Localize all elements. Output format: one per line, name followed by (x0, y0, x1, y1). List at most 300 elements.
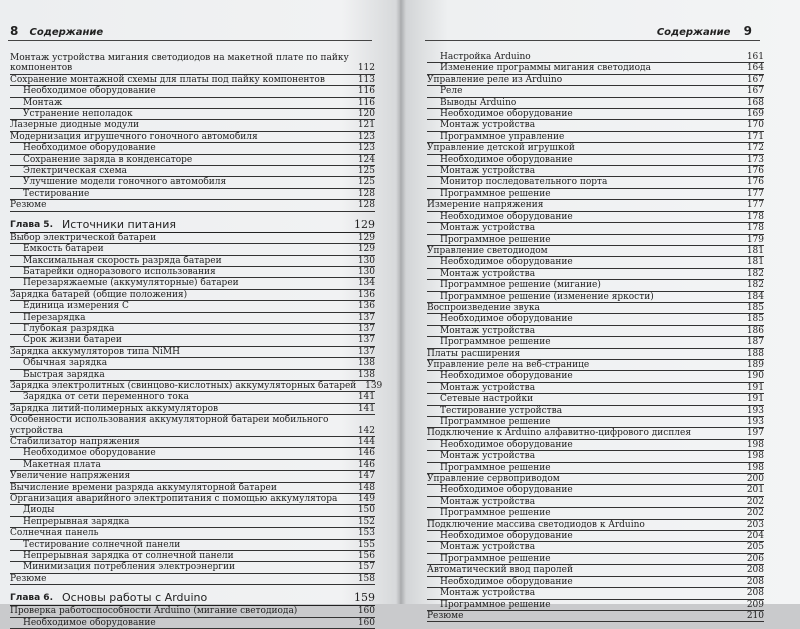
page-ref: 134 (357, 278, 375, 289)
entry-title: Организация аварийного электропитания с помощью аккумулятора (10, 494, 338, 505)
toc-section (427, 474, 764, 485)
page-ref: 124 (357, 154, 375, 165)
entry-title: Лазерные диодные модули (10, 120, 140, 131)
page-ref: 128 (357, 188, 375, 199)
entry-title: Сохранение заряда в конденсаторе (23, 154, 193, 165)
toc-section (427, 360, 764, 371)
page-ref: 189 (746, 359, 764, 370)
page-ref: 167 (746, 74, 764, 85)
entry-title: Управление детской игрушкой (427, 143, 575, 154)
toc-section (10, 120, 375, 131)
toc-subsection (10, 267, 375, 278)
entry-title: Зарядка электролитных (свинцово-кислотных) аккумуляторных батарей (10, 380, 357, 391)
book-gutter (396, 0, 406, 604)
page-ref: 203 (746, 519, 764, 530)
entry-title: Программное решение (440, 417, 551, 427)
page-ref: 176 (746, 166, 764, 177)
page-ref: 137 (357, 346, 375, 357)
page-ref: 177 (746, 188, 764, 199)
entry-title: Монтаж устройства мигания светодиодов на макетной плате по пайку компонентов (10, 53, 349, 74)
entry-title: Непрерывная зарядка от солнечной панели (23, 551, 234, 562)
toc-subsection (427, 440, 764, 451)
toc-section (427, 565, 764, 576)
entry-title: Модернизация игрушечного гоночного автомобиля (10, 131, 258, 142)
toc-subsection (427, 292, 764, 303)
page-ref: 161 (746, 52, 764, 62)
entry-title: Выбор электрической батареи (10, 232, 157, 243)
page-number: 8 (10, 24, 19, 38)
toc-section (427, 611, 764, 622)
entry-title: Воспроизведение звука (427, 302, 540, 313)
page-ref: 208 (746, 576, 764, 587)
page-ref: 190 (746, 371, 764, 382)
entry-title: Программное решение (440, 234, 551, 245)
entry-title: Программное решение (440, 508, 551, 519)
toc-subsection (427, 485, 764, 496)
toc-section (10, 53, 375, 75)
entry-title: Необходимое оборудование (440, 257, 573, 268)
toc-section (10, 606, 375, 617)
toc-subsection (427, 63, 764, 74)
entry-title: Измерение напряжения (427, 200, 544, 211)
page-ref: 171 (746, 131, 764, 142)
page-ref: 116 (357, 97, 375, 108)
page-ref: 141 (357, 392, 375, 403)
entry-title: Монтаж устройства (440, 325, 536, 336)
page-ref: 137 (357, 323, 375, 334)
toc-section (10, 200, 375, 211)
entry-title: Резюме (10, 573, 47, 584)
page-ref: 120 (357, 109, 375, 120)
entry-title: Резюме (427, 610, 464, 621)
page-ref: 146 (357, 459, 375, 470)
entry-title: Программное решение (440, 553, 551, 564)
toc-subsection (427, 257, 764, 268)
toc-subsection (10, 335, 375, 346)
entry-title: Платы расширения (427, 348, 521, 359)
toc-subsection (427, 166, 764, 177)
toc-section (427, 75, 764, 86)
page-ref: 148 (357, 482, 375, 493)
toc-subsection (427, 383, 764, 394)
toc-subsection (427, 155, 764, 166)
toc-subsection (10, 313, 375, 324)
entry-title: Необходимое оборудование (440, 154, 573, 165)
toc-subsection (427, 600, 764, 611)
entry-title: Необходимое оборудование (23, 143, 156, 154)
entry-title: Программное управление (440, 131, 565, 142)
page-ref: 141 (357, 403, 375, 414)
page-ref: 150 (357, 505, 375, 516)
running-title: Содержание (29, 27, 104, 38)
page-ref: 182 (746, 268, 764, 279)
right-page (400, 0, 800, 621)
page-ref: 182 (746, 280, 764, 291)
toc-subsection (427, 394, 764, 405)
toc-subsection (10, 278, 375, 289)
toc-subsection (427, 554, 764, 565)
toc-subsection (427, 269, 764, 280)
page-ref: 129 (354, 217, 375, 231)
page-ref: 153 (357, 528, 375, 539)
page-ref: 138 (357, 369, 375, 380)
page-ref: 172 (746, 143, 764, 154)
toc-section (10, 528, 375, 539)
page-ref: 167 (746, 86, 764, 97)
page-ref: 130 (357, 266, 375, 277)
toc-section (10, 574, 375, 585)
toc-subsection (10, 256, 375, 267)
toc-subsection (427, 109, 764, 120)
page-ref: 112 (357, 63, 375, 74)
entry-title: Монтаж устройства (440, 223, 536, 234)
header-rule (425, 40, 760, 41)
entry-title: Зарядка литий-полимерных аккумуляторов (10, 403, 219, 414)
entry-title: Управление реле из Arduino (427, 74, 563, 85)
toc-subsection (10, 301, 375, 312)
entry-title: Тестирование солнечной панели (23, 539, 181, 550)
entry-title: Батарейки одноразового использования (23, 266, 216, 277)
toc-subsection (10, 358, 375, 369)
toc-subsection (10, 460, 375, 471)
entry-title: Проверка работоспособности Arduino (мигание светодиода) (10, 606, 298, 617)
toc-subsection (427, 52, 764, 63)
entry-title: Монитор последовательного порта (440, 177, 608, 188)
entry-title: Монтаж устройства (440, 542, 536, 553)
toc-subsection (427, 542, 764, 553)
entry-title: Диоды (23, 505, 55, 516)
page-ref: 208 (746, 565, 764, 576)
page-ref: 206 (746, 553, 764, 564)
toc-section (427, 520, 764, 531)
page-ref: 137 (357, 335, 375, 346)
toc-subsection (427, 120, 764, 131)
chapter-label: Глава 5. (10, 219, 53, 230)
entry-title: Необходимое оборудование (23, 86, 156, 97)
entry-title: Программное решение (мигание) (440, 280, 601, 291)
page-ref: 123 (357, 143, 375, 154)
page-ref: 121 (357, 120, 375, 131)
toc-subsection (10, 109, 375, 120)
page-ref: 178 (746, 211, 764, 222)
entry-title: Необходимое оборудование (440, 371, 573, 382)
right-page-header (400, 24, 752, 40)
toc-subsection (427, 451, 764, 462)
toc-subsection (427, 417, 764, 428)
entry-title: Тестирование устройства (440, 405, 563, 416)
header-rule (8, 40, 372, 41)
toc-section (10, 415, 375, 437)
page-ref: 193 (746, 405, 764, 416)
entry-title: Необходимое оборудование (440, 485, 573, 496)
page-ref: 179 (746, 234, 764, 245)
entry-title: Реле (440, 86, 463, 97)
entry-title: Монтаж устройства (440, 496, 536, 507)
chapter-heading (10, 591, 375, 606)
toc-subsection (427, 371, 764, 382)
page-ref: 147 (357, 471, 375, 482)
entry-title: Максимальная скорость разряда батареи (23, 255, 222, 266)
page-ref: 198 (746, 462, 764, 473)
entry-title: Выводы Arduino (440, 97, 517, 108)
entry-title: Глубокая разрядка (23, 323, 115, 334)
toc-subsection (427, 326, 764, 337)
page-ref: 130 (357, 255, 375, 266)
page-ref: 168 (746, 97, 764, 108)
page-ref: 201 (746, 485, 764, 496)
entry-title: Устранение неполадок (23, 109, 133, 120)
toc-subsection (427, 98, 764, 109)
entry-title: Макетная плата (23, 459, 101, 470)
entry-title: Программное решение (440, 599, 551, 610)
entry-title: Монтаж устройства (440, 166, 536, 177)
page-ref: 188 (746, 348, 764, 359)
entry-title: Изменение программы мигания светодиода (440, 63, 651, 74)
entry-title: Программное решение (изменение яркости) (440, 291, 654, 302)
page-ref: 156 (357, 551, 375, 562)
entry-title: Монтаж устройства (440, 588, 536, 599)
entry-title: Монтаж (23, 97, 63, 108)
page-ref: 125 (357, 166, 375, 177)
toc-subsection (427, 314, 764, 325)
toc-section (427, 428, 764, 439)
page-ref: 146 (357, 448, 375, 459)
page-ref: 187 (746, 337, 764, 348)
page-ref: 136 (357, 301, 375, 312)
entry-title: Необходимое оборудование (440, 531, 573, 542)
page-ref: 200 (746, 474, 764, 485)
page-ref: 205 (746, 542, 764, 553)
toc-subsection (10, 392, 375, 403)
entry-title: Тестирование (23, 188, 90, 199)
toc-subsection (427, 497, 764, 508)
page-ref: 158 (357, 573, 375, 584)
chapter-title: Источники питания (62, 217, 176, 231)
toc-subsection (10, 562, 375, 573)
page-ref: 181 (746, 257, 764, 268)
entry-title: Автоматический ввод паролей (427, 565, 573, 576)
entry-title: Вычисление времени разряда аккумуляторной батареи (10, 482, 277, 493)
entry-title: Солнечная панель (10, 528, 99, 539)
page-ref: 185 (746, 302, 764, 313)
toc-subsection (427, 508, 764, 519)
page-ref: 210 (746, 610, 764, 621)
toc-subsection (10, 244, 375, 255)
page-ref: 113 (357, 74, 375, 85)
entry-title: Подключение массива светодиодов к Arduino (427, 519, 645, 530)
page-ref: 185 (746, 314, 764, 325)
chapter-heading (10, 218, 375, 233)
page-ref: 159 (354, 591, 375, 605)
toc-subsection (427, 577, 764, 588)
page-ref: 173 (746, 154, 764, 165)
page-ref: 181 (746, 245, 764, 256)
toc-section (427, 349, 764, 360)
entry-title: Программное решение (440, 337, 551, 348)
page-ref: 176 (746, 177, 764, 188)
toc-subsection (427, 212, 764, 223)
toc-section (10, 404, 375, 415)
toc-subsection (427, 337, 764, 348)
chapter-label: Глава 6. (10, 593, 53, 604)
entry-title: Обычная зарядка (23, 358, 108, 369)
entry-title: Управление реле на веб-странице (427, 359, 590, 370)
page-ref: 198 (746, 451, 764, 462)
page-ref: 155 (357, 539, 375, 550)
toc-subsection (10, 540, 375, 551)
toc-subsection (427, 189, 764, 200)
entry-title: Монтаж устройства (440, 382, 536, 393)
entry-title: Срок жизни батареи (23, 335, 122, 346)
entry-title: Настройка Arduino (440, 52, 531, 62)
toc-list-left (10, 53, 383, 629)
page-ref: 202 (746, 508, 764, 519)
toc-subsection (427, 132, 764, 143)
entry-title: Зарядка батарей (общие положения) (10, 289, 188, 300)
toc-section (427, 200, 764, 211)
toc-list-right (427, 52, 764, 622)
page-ref: 160 (357, 617, 375, 628)
page-ref: 125 (357, 177, 375, 188)
toc-subsection (10, 86, 375, 97)
toc-subsection (10, 324, 375, 335)
entry-title: Зарядка аккумуляторов типа NiMH (10, 346, 180, 357)
page-ref: 129 (357, 244, 375, 255)
page-ref: 209 (746, 599, 764, 610)
page-ref: 144 (357, 437, 375, 447)
toc-subsection (10, 517, 375, 528)
entry-title: Электрическая схема (23, 166, 127, 177)
page-ref: 164 (746, 63, 764, 74)
toc-subsection (10, 618, 375, 629)
page-ref: 191 (746, 394, 764, 405)
toc-section (10, 75, 375, 86)
entry-title: Программное решение (440, 462, 551, 473)
toc-subsection (10, 370, 375, 381)
page-ref: 208 (746, 588, 764, 599)
toc-section (10, 233, 375, 244)
page-ref: 123 (357, 131, 375, 142)
toc-subsection (10, 551, 375, 562)
toc-subsection (427, 280, 764, 291)
entry-title: Необходимое оборудование (440, 211, 573, 222)
page-ref: 178 (746, 223, 764, 234)
toc-subsection (427, 588, 764, 599)
toc-subsection (10, 143, 375, 154)
entry-title: Управление светодиодом (427, 245, 548, 256)
toc-subsection (427, 86, 764, 97)
page-ref: 128 (357, 200, 375, 211)
page-ref: 157 (357, 562, 375, 573)
entry-title: Увеличение напряжения (10, 471, 131, 482)
entry-title: Монтаж устройства (440, 451, 536, 462)
page-ref: 170 (746, 120, 764, 131)
toc-subsection (10, 98, 375, 109)
toc-subsection (10, 155, 375, 166)
entry-title: Необходимое оборудование (440, 576, 573, 587)
entry-title: Емкость батареи (23, 244, 104, 255)
page-ref: 136 (357, 289, 375, 300)
entry-title: Перезарядка (23, 312, 86, 323)
page-ref: 202 (746, 496, 764, 507)
toc-subsection (427, 235, 764, 246)
page-ref: 139 (365, 380, 383, 391)
toc-subsection (10, 505, 375, 516)
toc-subsection (427, 406, 764, 417)
entry-title: Необходимое оборудование (23, 448, 156, 459)
entry-title: Необходимое оборудование (440, 109, 573, 120)
entry-title: Единица измерения C (23, 301, 129, 312)
page-ref: 193 (746, 417, 764, 427)
toc-subsection (10, 177, 375, 188)
page-number: 9 (743, 24, 752, 38)
toc-section (427, 303, 764, 314)
entry-title: Перезаряжаемые (аккумуляторные) батареи (23, 278, 239, 289)
entry-title: Монтаж устройства (440, 268, 536, 279)
toc-section (10, 494, 375, 505)
toc-section (10, 437, 375, 448)
toc-subsection (427, 177, 764, 188)
entry-title: Необходимое оборудование (440, 314, 573, 325)
entry-title: Зарядка от сети переменного тока (23, 392, 189, 403)
running-title: Содержание (656, 27, 731, 38)
entry-title: Подключение к Arduino алфавитно-цифрового дисплея (427, 428, 692, 439)
page-ref: 197 (746, 428, 764, 439)
page-ref: 138 (357, 358, 375, 369)
toc-subsection (427, 531, 764, 542)
left-page-header (10, 24, 370, 40)
toc-subsection (427, 223, 764, 234)
page-ref: 152 (357, 516, 375, 527)
page-ref: 137 (357, 312, 375, 323)
entry-title: Минимизация потребления электроэнергии (23, 562, 235, 573)
page-ref: 142 (357, 425, 375, 436)
toc-section (10, 347, 375, 358)
toc-subsection (10, 448, 375, 459)
entry-title: Сохранение монтажной схемы для платы под пайку компонентов (10, 74, 325, 85)
toc-subsection (427, 463, 764, 474)
page-ref: 184 (746, 291, 764, 302)
entry-title: Стабилизатор напряжения (10, 437, 140, 447)
toc-subsection (10, 189, 375, 200)
entry-title: Улучшение модели гоночного автомобиля (23, 177, 227, 188)
entry-title: Управление сервоприводом (427, 474, 560, 485)
toc-subsection (10, 166, 375, 177)
entry-title: Необходимое оборудование (440, 439, 573, 450)
entry-title: Особенности использования аккумуляторной батареи мобильного устройства (10, 415, 329, 436)
toc-section (427, 143, 764, 154)
page-ref: 191 (746, 382, 764, 393)
page-ref: 116 (357, 86, 375, 97)
page-ref: 149 (357, 494, 375, 505)
entry-title: Непрерывная зарядка (23, 516, 130, 527)
toc-section (10, 132, 375, 143)
toc-section (10, 471, 375, 482)
entry-title: Программное решение (440, 188, 551, 199)
toc-section (10, 380, 383, 392)
entry-title: Монтаж устройства (440, 120, 536, 131)
toc-section (427, 246, 764, 257)
page-ref: 186 (746, 325, 764, 336)
entry-title: Необходимое оборудование (23, 617, 156, 628)
chapter-title: Основы работы с Arduino (62, 591, 208, 605)
page-ref: 129 (357, 232, 375, 243)
page-ref: 204 (746, 531, 764, 542)
entry-title: Быстрая зарядка (23, 369, 105, 380)
page-ref: 198 (746, 439, 764, 450)
page-ref: 160 (357, 606, 375, 617)
toc-section (10, 483, 375, 494)
